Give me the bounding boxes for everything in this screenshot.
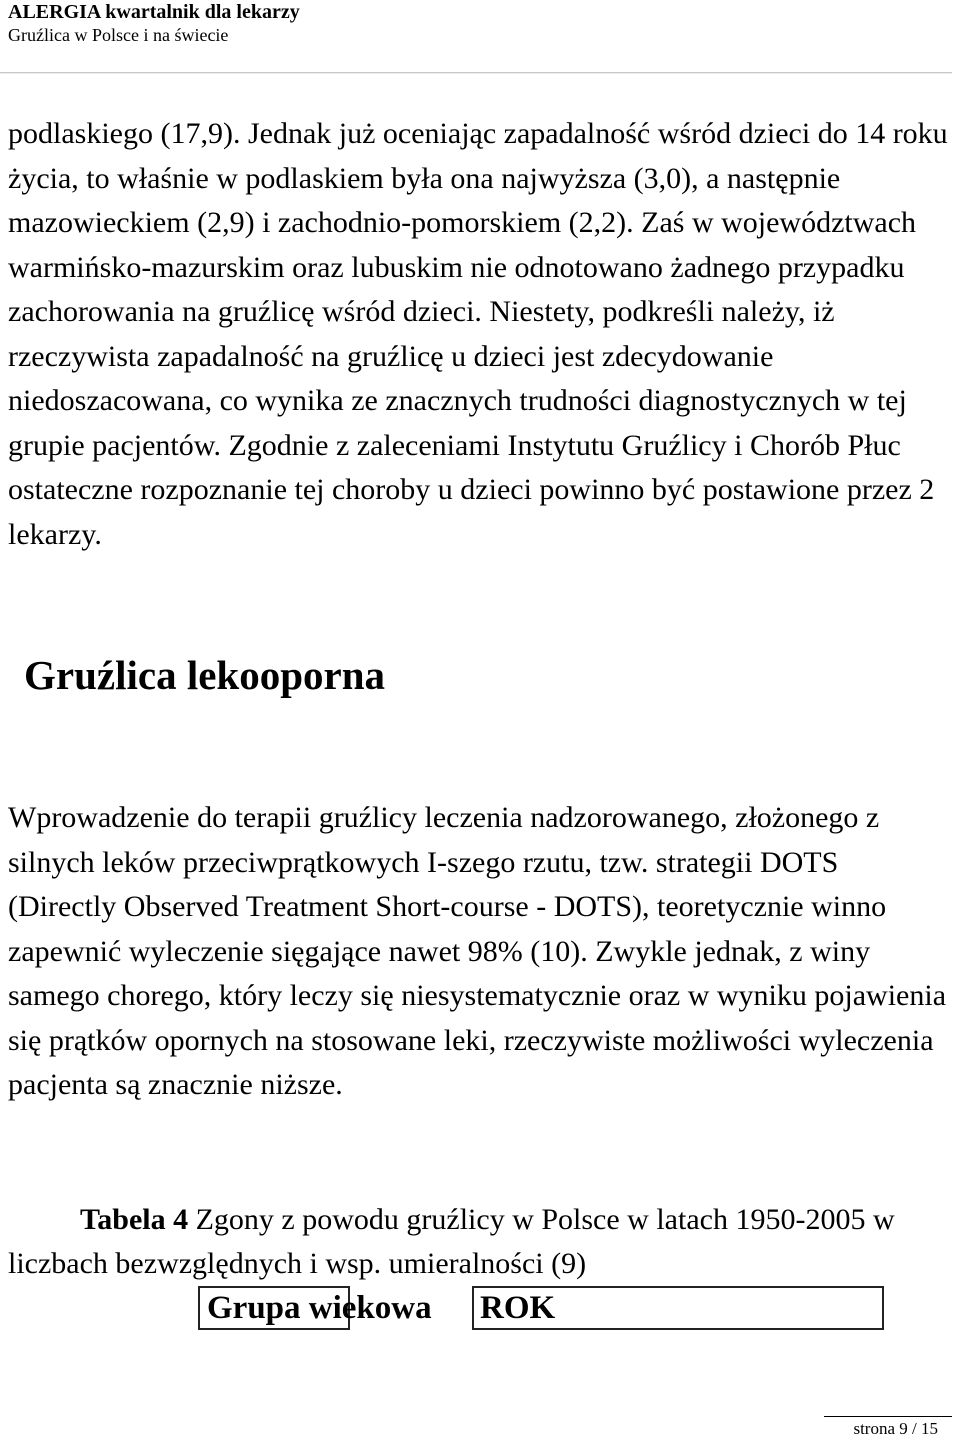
header-divider: [0, 72, 952, 74]
table-header-age-group: Grupa wiekowa: [198, 1286, 350, 1330]
table-caption: [8, 1198, 952, 1286]
section-heading: Gruźlica lekooporna: [24, 652, 386, 698]
journal-title: ALERGIA kwartalnik dla lekarzy: [8, 1, 300, 23]
article-title: Gruźlica w Polsce i na świecie: [8, 25, 229, 45]
body-paragraph: Wprowadzenie do terapii gruźlicy leczenia nadzorowanego, złożonego z silnych leków przeciwprątkowych I-szego rzutu, tzw. strategii DOTS (Directly Observed Treatment Short-course - DOTS), teoretycznie winno zapewnić wyleczenie sięgające nawet 98% (10). Zwykle jednak, z winy samego chorego, który leczy się niesystematycznie oraz w wyniku pojawienia się prątków opornych na stosowane leki, rzeczywiste możliwości wyleczenia pacjenta są znacznie niższe.: [8, 801, 947, 1101]
footer-divider: [824, 1416, 952, 1417]
page-number: strona 9 / 15: [853, 1419, 938, 1438]
table-caption-text: Zgony z powodu gruźlicy w Polsce w latach 1950-2005 w liczbach bezwzględnych i wsp. umieralności (9): [8, 1203, 895, 1280]
table-header-year: ROK: [472, 1286, 884, 1330]
body-paragraph: podlaskiego (17,9). Jednak już oceniając zapadalność wśród dzieci do 14 roku życia, to właśnie w podlaskiem była ona najwyższa (3,0), a następnie mazowieckiem (2,9) i zachodnio-pomorskiem (2,2). Zaś w województwach warmińsko-mazurskim oraz lubuskim nie odnotowano żadnego przypadku zachorowania na gruźlicę wśród dzieci. Niestety, podkreśli należy, iż rzeczywista zapadalność na gruźlicę u dzieci jest zdecydowanie niedoszacowana, co wynika ze znacznych trudności diagnostycznych w tej grupie pacjentów. Zgodnie z zaleceniami Instytutu Gruźlicy i Chorób Płuc ostateczne rozpoznanie tej choroby u dzieci powinno być postawione przez 2 lekarzy.: [8, 117, 948, 551]
table-caption-label: Tabela 4: [80, 1203, 189, 1236]
